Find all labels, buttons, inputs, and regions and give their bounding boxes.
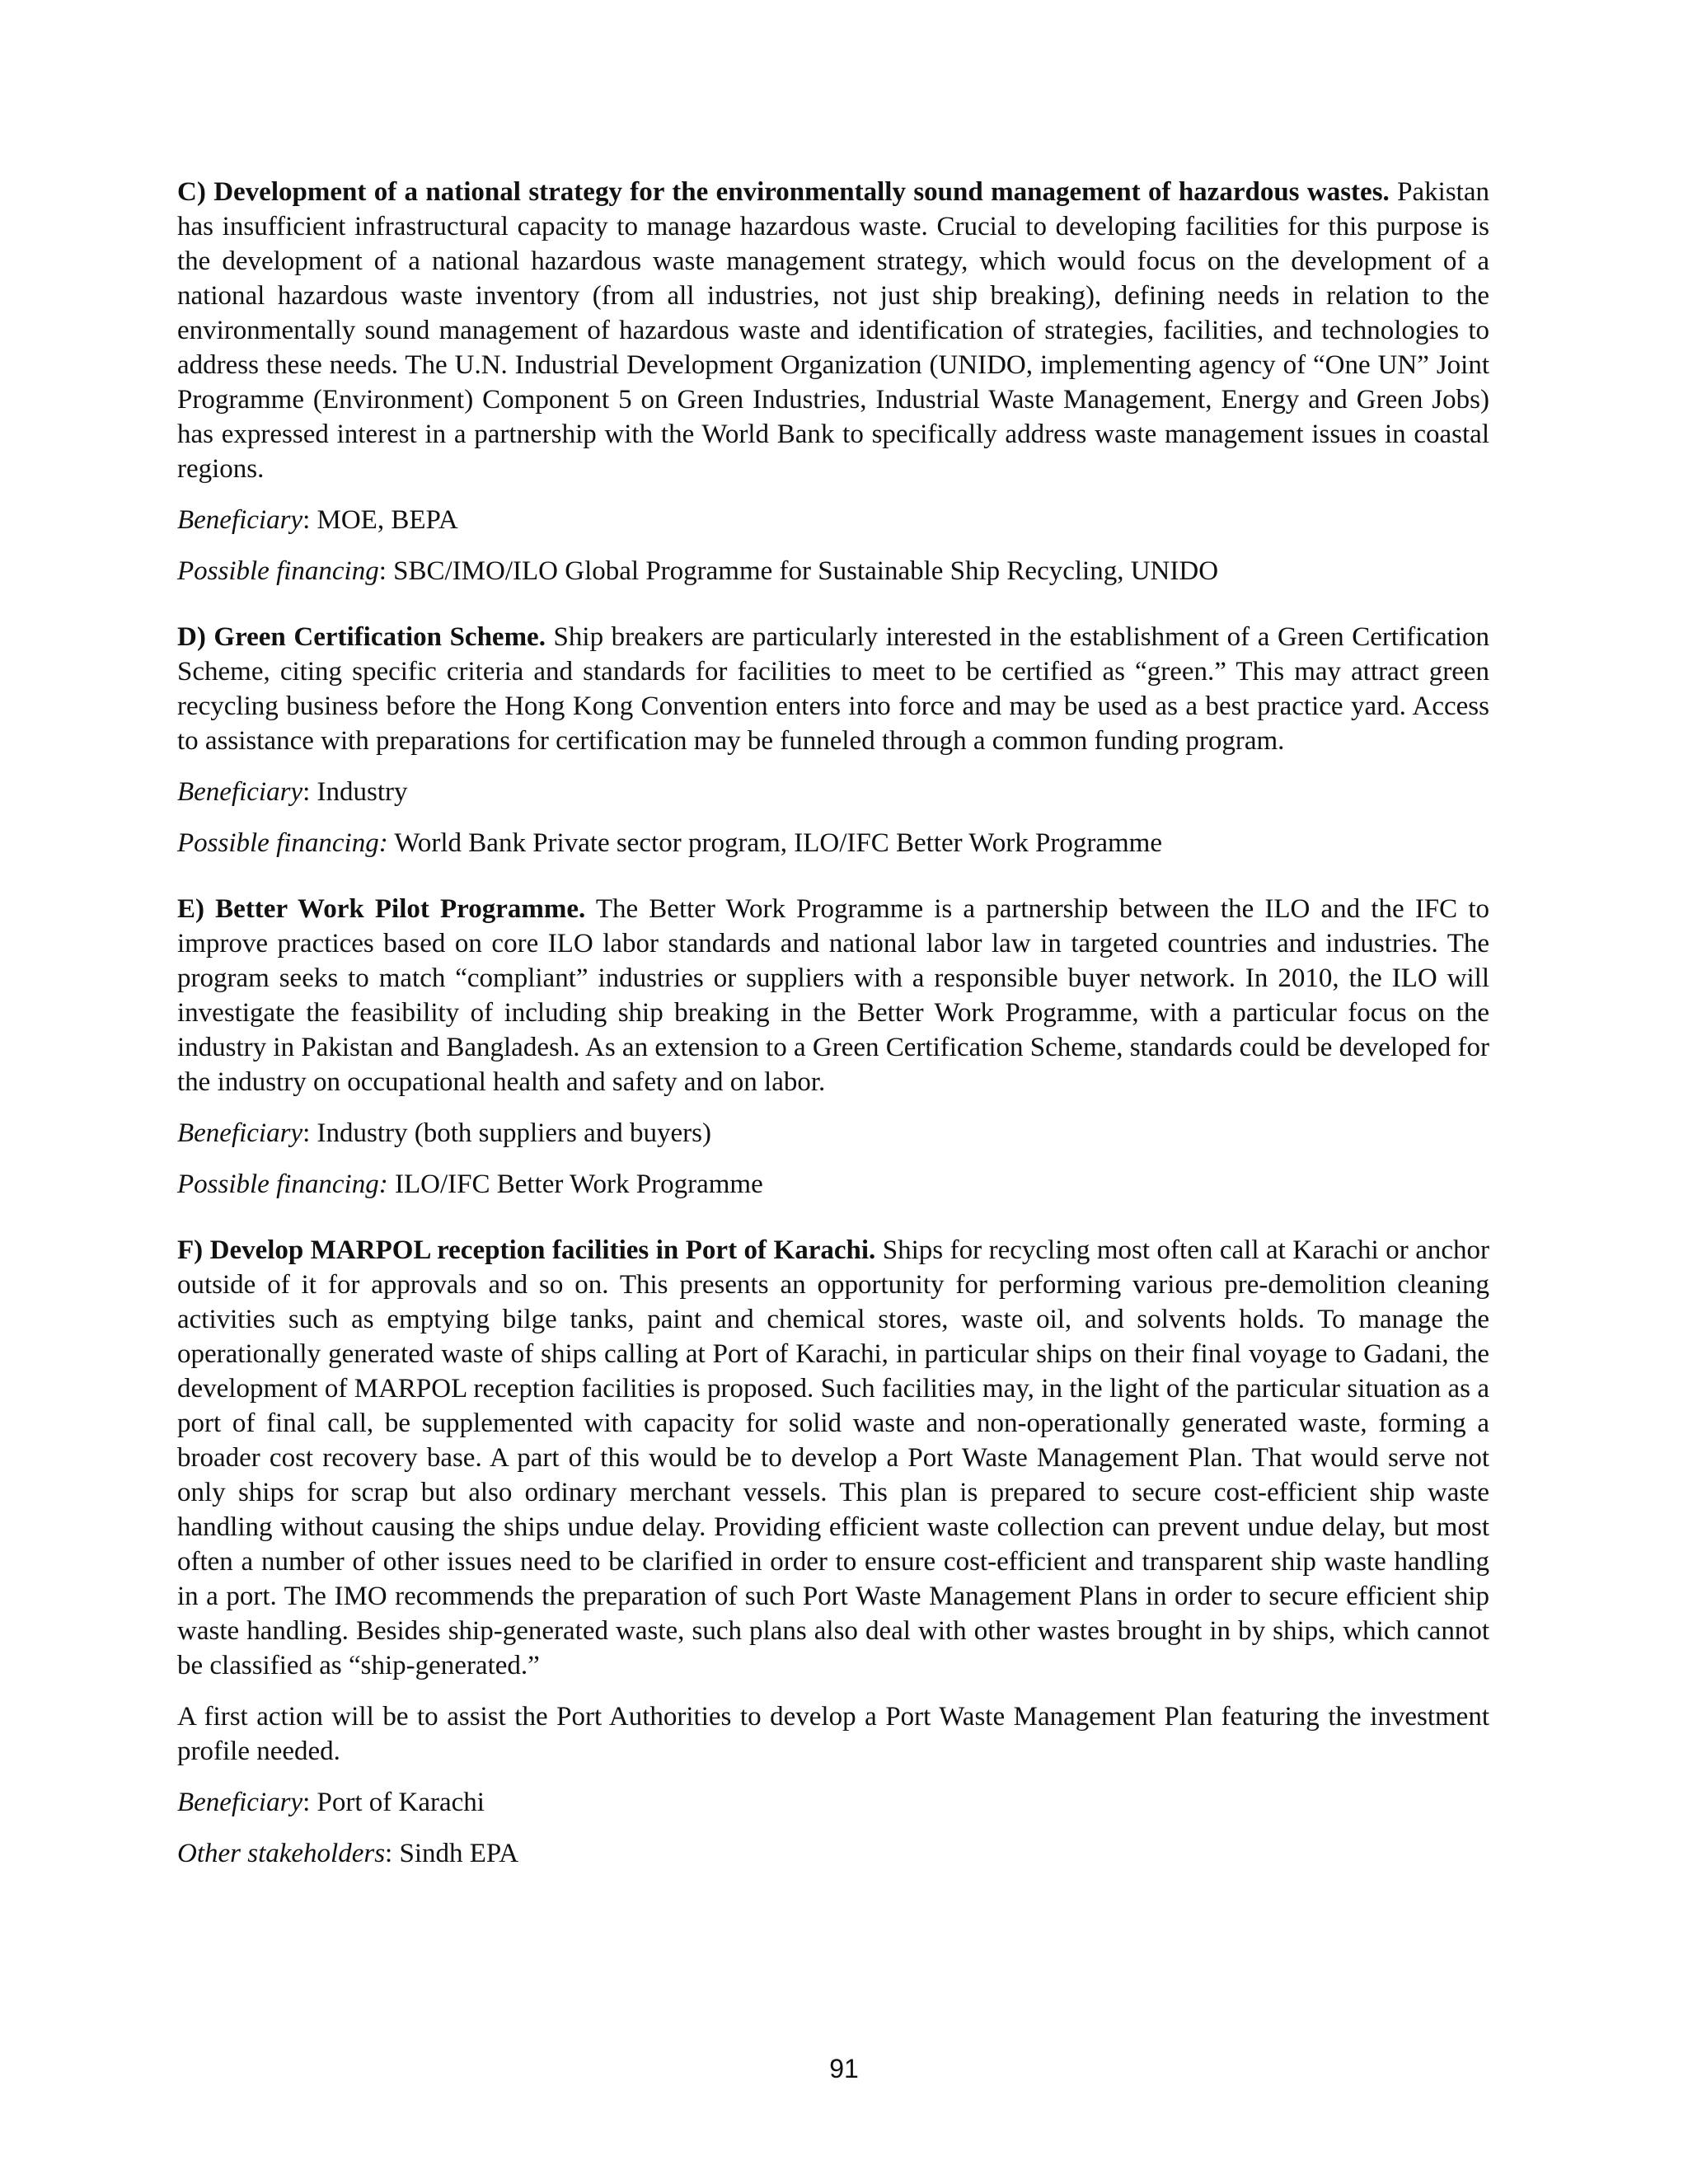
stakeholders-value: : Sindh EPA xyxy=(385,1839,519,1868)
section-f-stakeholders xyxy=(177,1836,1489,1871)
document-page xyxy=(177,175,1489,1887)
section-e-beneficiary xyxy=(177,1116,1489,1151)
beneficiary-label: Beneficiary xyxy=(177,777,303,807)
beneficiary-value: : Port of Karachi xyxy=(302,1788,485,1817)
section-d-body: Ship breakers are particularly interested in the establishment of a Green Certification Scheme, citing specific criteria and standards for facilities to meet to be certified as “green.” This may attract green recycling business before the Hong Kong Convention enters into force and may be used as a best practice yard. Access to assistance with preparations for certification may be funneled through a common funding program. xyxy=(177,622,1489,756)
section-e-paragraph xyxy=(177,892,1489,1099)
financing-label: Possible financing: xyxy=(177,1169,388,1199)
section-d-heading: D) Green Certification Scheme. xyxy=(177,622,546,652)
section-e-financing xyxy=(177,1167,1489,1202)
section-f-heading: F) Develop MARPOL reception facilities in Port of Karachi. xyxy=(177,1235,876,1265)
stakeholders-label: Other stakeholders xyxy=(177,1839,386,1868)
beneficiary-label: Beneficiary xyxy=(177,505,303,535)
section-f-beneficiary xyxy=(177,1785,1489,1820)
section-c-paragraph xyxy=(177,175,1489,486)
beneficiary-value: : Industry (both suppliers and buyers) xyxy=(302,1118,711,1148)
section-d-paragraph xyxy=(177,620,1489,758)
section-d-financing xyxy=(177,826,1489,860)
financing-value: World Bank Private sector program, ILO/IFC Better Work Programme xyxy=(387,828,1162,858)
financing-value: : SBC/IMO/ILO Global Programme for Sustainable Ship Recycling, UNIDO xyxy=(378,556,1219,586)
beneficiary-label: Beneficiary xyxy=(177,1788,303,1817)
section-c-beneficiary xyxy=(177,503,1489,537)
financing-label: Possible financing: xyxy=(177,828,388,858)
section-f-paragraph-2: A first action will be to assist the Port Authorities to develop a Port Waste Management Plan featuring the investment profile needed. xyxy=(177,1702,1489,1766)
section-f-paragraph xyxy=(177,1233,1489,1683)
financing-value: ILO/IFC Better Work Programme xyxy=(387,1169,763,1199)
section-c-heading: C) Development of a national strategy for the environmentally sound management of hazardous wastes. xyxy=(177,177,1390,207)
beneficiary-value: : Industry xyxy=(302,777,408,807)
section-f-body: Ships for recycling most often call at Karachi or anchor outside of it for approvals and so on. This presents an opportunity for performing various pre-demolition cleaning activities such as emptying bilge tanks, paint and chemical stores, waste oil, and solvents holds. To manage the operationally generated waste of ships calling at Port of Karachi, in particular ships on their final voyage to Gadani, the development of MARPOL reception facilities is proposed. Such facilities may, in the light of the particular situation as a port of final call, be supplemented with capacity for solid waste and non-operationally generated waste, forming a broader cost recovery base. A part of this would be to develop a Port Waste Management Plan. That would serve not only ships for scrap but also ordinary merchant vessels. This plan is prepared to secure cost-efficient ship waste handling without causing the ships undue delay. Providing efficient waste collection can prevent undue delay, but most often a number of other issues need to be clarified in order to ensure cost-efficient and transparent ship waste handling in a port. The IMO recommends the preparation of such Port Waste Management Plans in order to secure efficient ship waste handling. Besides ship-generated waste, such plans also deal with other wastes brought in by ships, which cannot be classified as “ship-generated.” xyxy=(177,1235,1489,1680)
beneficiary-label: Beneficiary xyxy=(177,1118,303,1148)
financing-label: Possible financing xyxy=(177,556,379,586)
section-e-body: The Better Work Programme is a partnership between the ILO and the IFC to improve practices based on core ILO labor standards and national labor law in targeted countries and industries. The program seeks to match “compliant” industries or suppliers with a responsible buyer network. In 2010, the ILO will investigate the feasibility of including ship breaking in the Better Work Programme, with a particular focus on the industry in Pakistan and Bangladesh. As an extension to a Green Certification Scheme, standards could be developed for the industry on occupational health and safety and on labor. xyxy=(177,894,1489,1097)
page-number: 91 xyxy=(829,2054,859,2083)
section-c-financing xyxy=(177,554,1489,588)
section-c-body: Pakistan has insufficient infrastructural capacity to manage hazardous waste. Crucial to developing facilities for this purpose is the development of a national hazardous waste management strategy, which would focus on the development of a national hazardous waste inventory (from all industries, not just ship breaking), defining needs in relation to the environmentally sound management of hazardous waste and identification of strategies, facilities, and technologies to address these needs. The U.N. Industrial Development Organization (UNIDO, implementing agency of “One UN” Joint Programme (Environment) Component 5 on Green Industries, Industrial Waste Management, Energy and Green Jobs) has expressed interest in a partnership with the World Bank to specifically address waste management issues in coastal regions. xyxy=(177,177,1489,484)
section-e-heading: E) Better Work Pilot Programme. xyxy=(177,894,586,924)
beneficiary-value: : MOE, BEPA xyxy=(302,505,458,535)
section-d-beneficiary xyxy=(177,775,1489,809)
